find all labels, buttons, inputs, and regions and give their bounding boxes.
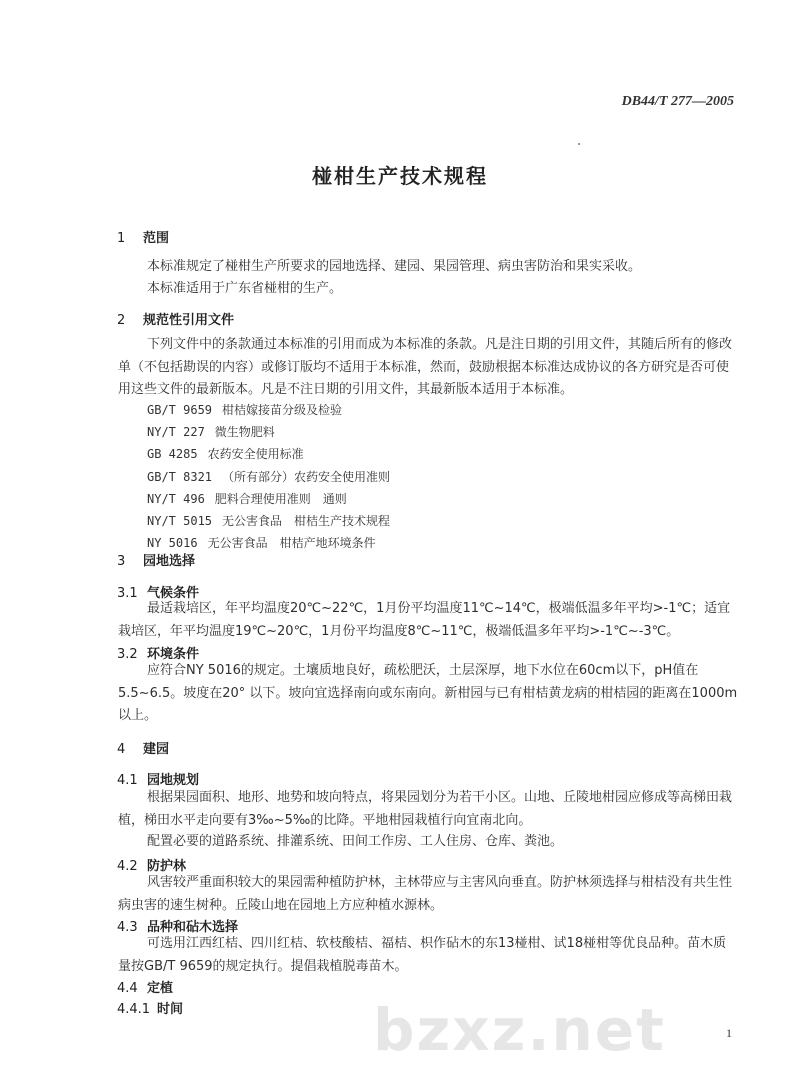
section-2-heading — [117, 309, 234, 328]
section-number: 3.2 — [117, 647, 138, 662]
document-title: 椪柑生产技术规程 — [312, 164, 488, 188]
section-title: 建园 — [143, 742, 170, 757]
section-4-1-paragraph-1: 根据果园面积、地形、地势和坡向特点，将果园划分为若干小区。山地、丘陵地柑园应修成等高梯田栽植，梯田水平走向要有3‰~5‰的比降。平地柑园栽植行向宜南北向。 — [118, 790, 733, 828]
section-2-paragraph: 下列文件中的条款通过本标准的引用而成为本标准的条款。凡是注日期的引用文件，其随后所有的修改单（不包括勘误的内容）或修订版均不适用于本标准，然而，鼓励根据本标准达成协议的各方研究是否可使用这些文件的最新版本。凡是不注日期的引用文件，其最新版本适用于本标准。 — [118, 337, 733, 397]
page-number: 1 — [726, 1026, 732, 1040]
section-number: 4.4 — [117, 981, 138, 996]
section-1-heading — [117, 227, 169, 246]
section-title: 气候条件 — [147, 586, 200, 601]
section-title: 防护林 — [147, 859, 187, 874]
section-number: 3.1 — [117, 586, 138, 601]
reference-code: NY/T 5015 — [147, 514, 213, 529]
section-4-2-paragraph: 风害较严重面积较大的果园需种植防护林，主林带应与主害风向垂直。防护林须选择与柑桔没有共生性病虫害的速生树种。丘陵山地在园地上方应种植水源林。 — [118, 875, 733, 913]
reference-item — [147, 510, 390, 532]
section-title: 时间 — [157, 1002, 184, 1017]
reference-code: NY/T 496 — [147, 491, 205, 506]
reference-title: 无公害食品 柑桔生产技术规程 — [222, 514, 391, 529]
normative-references-list — [147, 399, 390, 554]
section-4-1-heading — [117, 769, 199, 788]
reference-title: 柑桔嫁接苗分级及检验 — [222, 403, 343, 417]
section-title: 范围 — [143, 231, 170, 246]
reference-item — [147, 443, 390, 465]
reference-item — [147, 399, 390, 421]
reference-code: NY 5016 — [147, 536, 198, 551]
section-number: 4.2 — [117, 859, 138, 874]
section-number: 4 — [117, 742, 126, 757]
section-3-2-paragraph: 应符合NY 5016的规定。土壤质地良好，疏松肥沃，土层深厚，地下水位在60cm以下，pH值在5.5~6.5。坡度在20° 以下。坡向宜选择南向或东南向。新柑园与已有柑桔黄龙病的柑桔园的距离在1000m以上。 — [118, 663, 738, 723]
section-4-heading — [117, 738, 169, 757]
section-3-1-paragraph: 最适栽培区，年平均温度20℃~22℃，1月份平均温度11℃~14℃，极端低温多年平均>-1℃；适宜栽培区，年平均温度19℃~20℃，1月份平均温度8℃~11℃，极端低温多年平均>-1℃~-3℃。 — [118, 601, 731, 639]
section-number: 3 — [117, 554, 126, 569]
section-4-4-heading — [117, 977, 173, 996]
reference-code: NY/T 227 — [147, 425, 205, 440]
section-title: 园地规划 — [147, 773, 200, 788]
section-3-heading — [117, 550, 195, 569]
section-4-3-paragraph: 可选用江西红桔、四川红桔、软枝酸桔、福桔、枳作砧木的东13椪柑、试18椪柑等优良品种。苗木质量按GB/T 9659的规定执行。提倡栽植脱毒苗木。 — [118, 936, 727, 974]
reference-code: GB/T 9659 — [147, 403, 213, 417]
reference-item — [147, 421, 390, 443]
section-title: 园地选择 — [143, 554, 196, 569]
reference-item — [147, 466, 390, 488]
reference-code: GB 4285 — [147, 447, 198, 462]
section-4-1-paragraph-2: 配置必要的道路系统、排灌系统、田间工作房、工人住房、仓库、粪池。 — [147, 834, 564, 849]
section-title: 环境条件 — [147, 647, 200, 662]
section-title: 规范性引用文件 — [143, 313, 235, 328]
reference-title: （所有部分）农药安全使用准则 — [222, 469, 391, 484]
scan-speck — [578, 143, 580, 145]
section-number: 2 — [117, 313, 126, 328]
section-4-4-1-heading — [117, 998, 183, 1017]
section-number: 1 — [117, 231, 126, 246]
watermark-text: bzxz.net — [373, 996, 666, 1064]
section-number: 4.4.1 — [117, 1002, 151, 1017]
reference-title: 无公害食品 柑桔产地环境条件 — [207, 536, 376, 551]
section-title: 品种和砧木选择 — [147, 920, 239, 935]
reference-item — [147, 488, 390, 510]
reference-code: GB/T 8321 — [147, 469, 213, 484]
section-number: 4.3 — [117, 920, 138, 935]
section-number: 4.1 — [117, 773, 138, 788]
section-1-paragraph-2: 本标准适用于广东省椪柑的生产。 — [147, 281, 343, 296]
reference-title: 肥料合理使用准则 通则 — [214, 491, 347, 506]
standard-code: DB44/T 277—2005 — [621, 94, 734, 109]
section-1-paragraph-1: 本标准规定了椪柑生产所要求的园地选择、建园、果园管理、病虫害防治和果实采收。 — [147, 259, 642, 274]
section-title: 定植 — [147, 981, 174, 996]
reference-title: 微生物肥料 — [214, 425, 275, 440]
reference-title: 农药安全使用标准 — [207, 447, 304, 462]
